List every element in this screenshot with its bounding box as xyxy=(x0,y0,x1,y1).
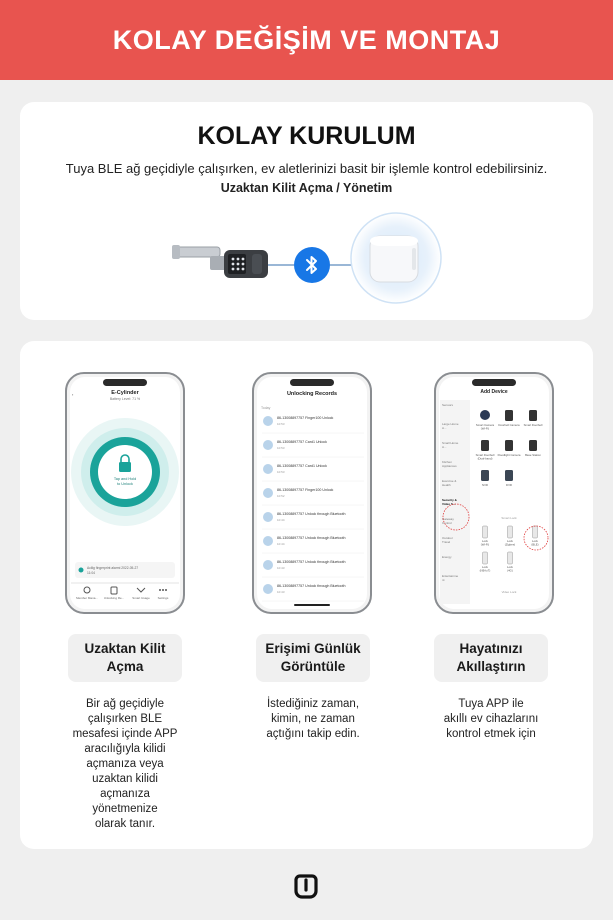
banner-title: KOLAY DEĞİŞİM VE MONTAJ xyxy=(112,24,501,55)
device-icon xyxy=(505,410,513,421)
category-item[interactable]: Control xyxy=(442,521,452,525)
record-text: 86-13008897757 Finger100 Unlock xyxy=(277,488,334,492)
category-item[interactable]: Outdoor xyxy=(442,536,453,540)
svg-text:Unlocking Re...: Unlocking Re... xyxy=(103,596,125,600)
feature-description: İstediğiniz zaman, kimin, ne zaman açtığını takip edin. xyxy=(266,698,360,740)
feature-description: Tuya APP ile akıllı ev cihazlarını kontrol etmek için xyxy=(443,698,539,740)
category-item[interactable]: A... xyxy=(442,445,447,449)
avatar-icon xyxy=(263,440,273,450)
device-label: Floodlight Camera xyxy=(497,453,521,457)
lock-item[interactable] xyxy=(531,526,538,547)
device-label: Doorbell Camera xyxy=(498,423,520,427)
category-item[interactable]: Large Home xyxy=(442,422,459,426)
phone3-footer-section: Video Lock xyxy=(501,590,517,594)
phone-add-device-screen xyxy=(434,372,554,614)
device-icon xyxy=(505,440,513,451)
svg-text:Member Mana...: Member Mana... xyxy=(76,596,98,600)
avatar-icon xyxy=(263,416,273,426)
setup-card xyxy=(20,102,593,320)
lock-label: (BLE) xyxy=(531,542,539,547)
gateway-hub-icon xyxy=(350,212,442,304)
device-item[interactable] xyxy=(505,470,513,487)
category-item[interactable]: Kitchen xyxy=(442,460,453,464)
lock-item[interactable] xyxy=(507,552,514,573)
lock-icon xyxy=(508,526,513,538)
avatar-icon xyxy=(263,512,273,522)
feature-remote-unlock xyxy=(68,634,182,682)
category-item[interactable]: Appliances xyxy=(442,464,457,468)
category-item[interactable]: Small Home xyxy=(442,441,459,445)
setup-description: Tuya BLE ağ geçidiyle çalışırken, ev aletlerinizi basit bir işlemle kontrol edebilirsiniz. xyxy=(65,161,548,176)
feature-title: Uzaktan Kilit Açma xyxy=(84,641,166,674)
feature-description: Bir ağ geçidiyle çalışırken BLE mesafesi içinde APP aracılığıyla kilidi açmanıza veya uzaktan kilidi açmanıza yönetmenize olarak tanır. xyxy=(72,698,178,830)
svg-text:Acilig fingerprint alarmi 2022: Acilig fingerprint alarmi 2022-05-27 xyxy=(87,566,139,570)
avatar-icon xyxy=(263,584,273,594)
device-label: Smart Doorbell xyxy=(475,453,495,457)
lock-label: Lock xyxy=(482,539,488,543)
device-label: DVR xyxy=(506,483,512,487)
setup-subtitle: Uzaktan Kilit Açma / Yönetim xyxy=(220,181,393,195)
category-item[interactable]: Energy xyxy=(442,555,452,559)
category-item[interactable]: A... xyxy=(442,426,447,430)
device-icon xyxy=(481,470,489,481)
device-icon xyxy=(505,470,513,481)
record-time: 10:43 xyxy=(277,566,285,570)
category-item[interactable]: Exercise & xyxy=(442,479,457,483)
connection-line-left xyxy=(268,264,294,266)
record-time: 10:53 xyxy=(277,470,285,474)
lock-icon xyxy=(483,552,488,564)
camera-icon xyxy=(480,410,490,420)
category-item[interactable]: nt xyxy=(442,578,445,582)
svg-text:Tap and Hold: Tap and Hold xyxy=(113,477,137,481)
record-time: 10:44 xyxy=(277,518,285,522)
device-item[interactable] xyxy=(481,470,489,487)
lock-label: Lock xyxy=(482,565,488,569)
lock-label: Lock xyxy=(532,539,538,543)
phone2-section: Today xyxy=(261,406,271,410)
svg-text:Settings: Settings xyxy=(157,596,169,600)
device-label: Smart Camera xyxy=(475,423,495,427)
phone3-section: Smart Lock xyxy=(501,516,517,520)
record-text: 86-13008897757 Unlock through Bluetooth xyxy=(277,512,346,516)
lock-icon xyxy=(483,526,488,538)
phone2-header: Unlocking Records xyxy=(286,391,338,397)
record-time: 10:53 xyxy=(277,422,285,426)
feature-access-log xyxy=(256,634,370,682)
record-text: 86-13008897757 Card1 Unlock xyxy=(277,464,327,468)
record-text: 86-13008897757 Finger100 Unlock xyxy=(277,416,334,420)
category-item[interactable]: Travel xyxy=(442,540,451,544)
smart-cylinder-lock-icon xyxy=(172,230,272,290)
record-text: 86-13008897757 Card1 Unlock xyxy=(277,440,327,444)
avatar-icon xyxy=(263,488,273,498)
record-text: 86-13008897757 Unlock through Bluetooth xyxy=(277,536,346,540)
avatar-icon xyxy=(263,536,273,546)
lock-label: Lock xyxy=(507,539,513,543)
record-time: 10:52 xyxy=(277,494,285,498)
device-icon xyxy=(529,440,537,451)
lock-label: (4G) xyxy=(507,568,513,573)
lock-label: (NB-IoT) xyxy=(479,568,491,573)
feature-smart-life xyxy=(434,634,548,682)
setup-title: KOLAY KURULUM xyxy=(197,122,416,150)
device-label: (Wi-Fi) xyxy=(480,426,490,431)
phone-records-screen xyxy=(252,372,372,614)
record-text: 86-13008897757 Unlock through Bluetooth xyxy=(277,584,346,588)
category-item[interactable]: Entertainme xyxy=(442,574,459,578)
category-item[interactable]: Sensors xyxy=(442,403,454,407)
brand-logo-icon xyxy=(291,871,321,901)
lock-icon xyxy=(533,526,538,538)
phone1-header: E-Cylinder xyxy=(111,390,139,396)
lock-label: (Wi-Fi) xyxy=(480,542,490,547)
bluetooth-icon xyxy=(294,247,330,283)
svg-text:‹: ‹ xyxy=(72,392,74,397)
avatar-icon xyxy=(263,560,273,570)
record-text: 86-13008897757 Unlock through Bluetooth xyxy=(277,560,346,564)
feature-title: Hayatınızı Akıllaştırın xyxy=(456,641,526,674)
lock-label: Lock xyxy=(507,565,513,569)
device-icon xyxy=(529,410,537,421)
feature-title: Erişimi Günlük Görüntüle xyxy=(265,641,361,674)
record-time: 10:53 xyxy=(277,446,285,450)
category-item[interactable]: Health xyxy=(442,483,451,487)
svg-text:Smart Usage: Smart Usage xyxy=(132,596,150,600)
device-icon xyxy=(481,440,489,451)
top-banner xyxy=(0,0,613,80)
category-item[interactable]: Video S... xyxy=(442,502,456,506)
device-label: Base Station xyxy=(525,453,541,457)
svg-text:11:04: 11:04 xyxy=(87,571,96,575)
phone-unlock-screen xyxy=(65,372,185,614)
device-label: (Dual-band) xyxy=(477,456,493,461)
phone3-header: Add Device xyxy=(480,389,508,395)
phone1-subheader: Battery Level: 71 % xyxy=(109,397,141,401)
category-item[interactable]: Security & xyxy=(442,498,457,502)
device-label: Smart Doorbell xyxy=(523,423,543,427)
device-label: NVR xyxy=(482,483,488,487)
lock-label: (Zigbee) xyxy=(504,542,516,547)
category-item[interactable]: Gateway xyxy=(442,517,454,521)
lock-icon xyxy=(508,552,513,564)
avatar-icon xyxy=(263,464,273,474)
svg-text:to Unlock: to Unlock xyxy=(117,482,133,486)
record-time: 10:43 xyxy=(277,590,285,594)
record-time: 10:44 xyxy=(277,542,285,546)
